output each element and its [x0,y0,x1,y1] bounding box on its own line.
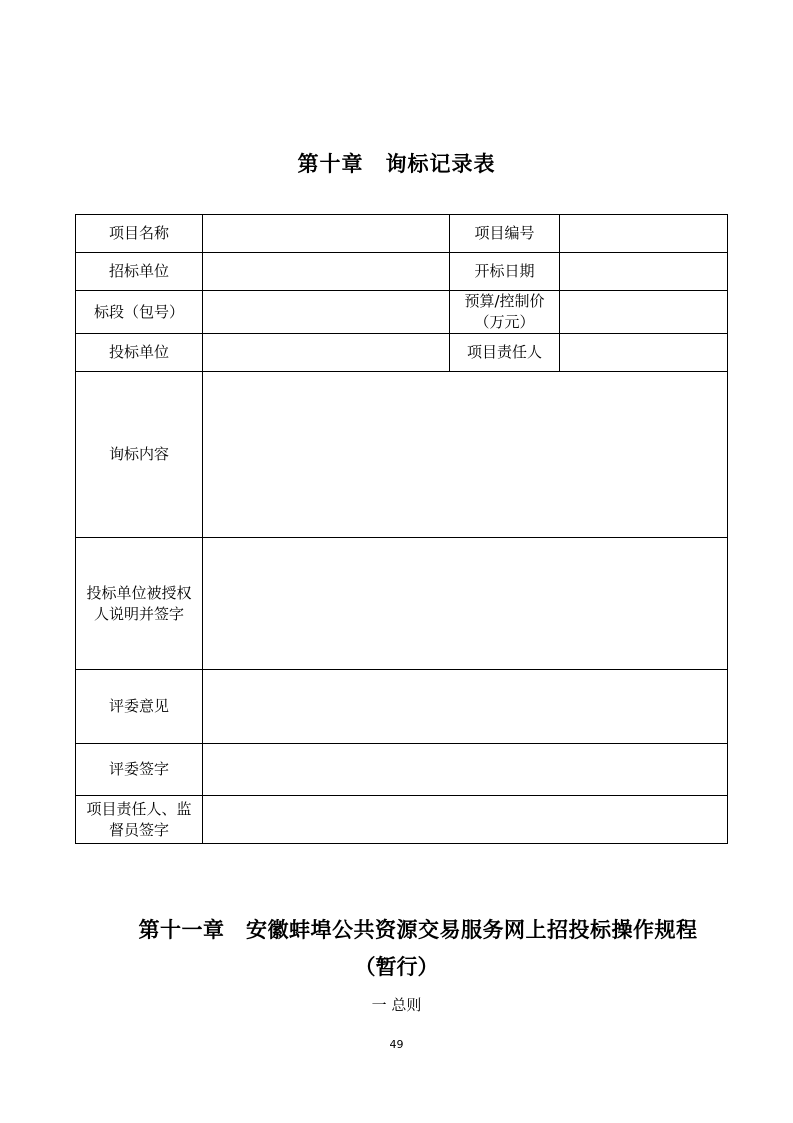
table-row [76,215,728,253]
committee-signature-field[interactable] [203,744,728,796]
bidder-unit-label: 投标单位 [76,334,203,372]
project-number-label: 项目编号 [450,215,560,253]
opening-date-field[interactable] [560,253,728,291]
bidder-statement-line2: 人说明并签字 [93,604,184,623]
table-row [76,796,728,844]
leader-supervisor-line2: 督员签字 [108,820,169,839]
chapter-11-subtitle: （暂行） [354,955,439,979]
page-number: 49 [389,1038,404,1051]
committee-opinion-label: 评委意见 [76,670,203,744]
leader-supervisor-field[interactable] [203,796,728,844]
bidder-unit-field[interactable] [203,334,450,372]
tender-unit-label: 招标单位 [76,253,203,291]
opening-date-label: 开标日期 [450,253,560,291]
table-row [76,372,728,538]
inquiry-content-label: 询标内容 [76,372,203,538]
table-row [76,670,728,744]
chapter-10-title: 第十章 询标记录表 [297,152,496,176]
budget-label [450,291,560,334]
table-row [76,253,728,291]
budget-label-line1: 预算/控制价 [464,292,545,310]
leader-supervisor-line1: 项目责任人、监 [86,799,192,818]
bidder-statement-field[interactable] [203,538,728,670]
budget-label-line2: （万元） [474,313,535,331]
table-row [76,744,728,796]
table-row [76,291,728,334]
inquiry-record-table [75,214,728,844]
table-row [76,538,728,670]
bidder-statement-line1: 投标单位被授权 [86,583,192,602]
tender-unit-field[interactable] [203,253,450,291]
chapter-11-title: 第十一章 安徽蚌埠公共资源交易服务网上招投标操作规程 [138,918,698,942]
committee-opinion-field[interactable] [203,670,728,744]
leader-supervisor-label [76,796,203,844]
bidder-statement-label [76,538,203,670]
lot-number-label: 标段（包号） [76,291,203,334]
inquiry-content-field[interactable] [203,372,728,538]
project-leader-label: 项目责任人 [450,334,560,372]
budget-field[interactable] [560,291,728,334]
section-heading: 一 总则 [371,996,422,1014]
project-name-label: 项目名称 [76,215,203,253]
project-name-field[interactable] [203,215,450,253]
lot-number-field[interactable] [203,291,450,334]
table-row [76,334,728,372]
committee-signature-label: 评委签字 [76,744,203,796]
project-number-field[interactable] [560,215,728,253]
project-leader-field[interactable] [560,334,728,372]
